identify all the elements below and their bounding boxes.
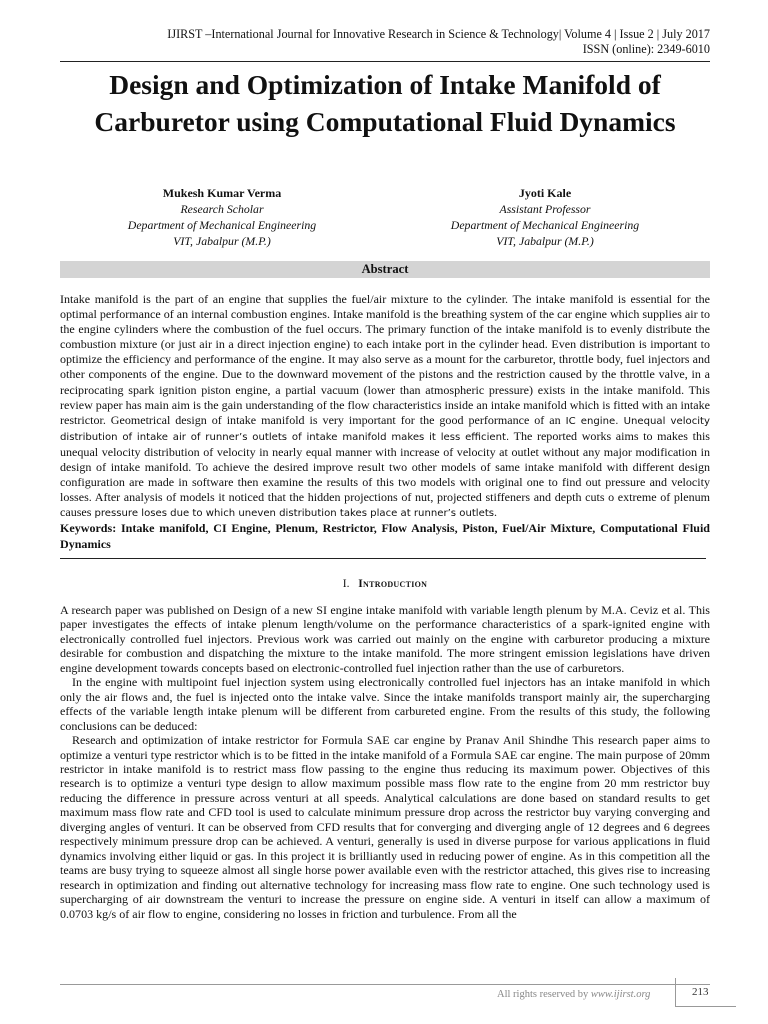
running-header [167,27,710,57]
paragraph-1: A research paper was published on Design of a new SI engine intake manifold with variable length plenum by M.A. Ceviz et al. This paper investigates the effects of intake plenum length/volume on the performance characteristics of a spark-ignited engine with electronically controlled fuel injectors. Previous work was carried out mainly on the engine with carburetor producing a mixture desirable for combustion and dispatching the mixture to the intake manifold. The more stringent emission legislations have driven engine development towards concepts based on electronic-controlled fuel injection rather than the use of carburetors. [60,603,710,675]
section-divider [60,558,706,559]
section-title: Introduction [358,577,428,590]
paper-title: Design and Optimization of Intake Manifold of Carburetor using Computational Fluid Dynamics [94,69,676,137]
author-block-2 [395,185,695,249]
author-block-1 [72,185,372,249]
section-heading [60,577,710,590]
author-dept: Department of Mechanical Engineering [450,218,640,232]
author-name: Jyoti Kale [518,186,572,200]
author-affiliation: VIT, Jabalpur (M.P.) [173,234,271,248]
abstract-text-a: Intake manifold is the part of an engine that supplies the fuel/air mixture to the cylinder. The intake manifold is essential for the optimal performance of an internal combustion engines. Intake manifold is the breathing system of the car engine which supplies air to the engine cylinders where the combustion of the fuel occurs. The primary function of the intake manifold is to evenly distribute the combustion mixture (or just air in a direct injection engine) to each intake port in the cylinder head. Even distribution is important to optimize the efficiency and performance of the engine. It may also serve as a mount for the carburetor, throttle body, fuel injectors and other components of the engine. Due to the downward movement of the pistons and the restriction caused by the throttle valve, in a reciprocating spark ignition piston engine, a partial vacuum (lower than atmospheric pressure) exists in the intake manifold. This review paper has main aim is the gain understanding of the flow characteristics inside an intake manifold which is fitted with an intake restrictor. Geometrical design of intake manifold is very important for the good performance of an [60,292,711,427]
paragraph-3: Research and optimization of intake restrictor for Formula SAE car engine by Pranav Anil Shindhe This research paper aims to optimize a venturi type restrictor which is to be fitted in the intake manifold of a Formula SAE car engine. The main purpose of 20mm restrictor in intake manifold is to restrict mass flow passing to the engine thus reducing its maximum power. Objectives of this research is to optimize a venturi type design to allow maximum possible mass flow rate to the engine from 20 mm restrictor buy reducing the difference in pressure across venturi at all speeds. Analytical calculations are done based on standard results to get maximum mass flow rate and CFD tool is used to calculate minimum pressure drop across the restrictor buy varying converging and diverging angles of venturi. It can be observed from CFD results that for converging and diverging angle of 12 degrees and 6 degrees respectively minimum pressure drop can be achieved. A venturi, generally is used in diverse purpose for various applications in fluid dynamics involving either liquid or gas. In this project it is brilliantly used in reducing power of engine. As in this competition all the teams are busy trying to squeeze almost all single horse power available even with the restrictor attached, this gives rise to increasing research in optimization and finding out alternative technology for increasing mass flow rate to engine. One such technology used is supercharging of air downstream the venturi to increase the pressure on engine side. A venturi in itself can allow a maximum of 0.0703 kg/s of air flow to engine, considering no losses in friction and turbulence. From all the [60,733,710,921]
abstract-text-c: The reported works aims to makes this unequal velocity distribution of velocity in nearly equal manner with increase of velocity at outlet without any major modification in design of intake manifold. To achieve the desired improve result two other models of same intake manifold with different design configuration are made in software then examine the results of this two models with original one to find out pressure and velocity losses. After analysis of models it noticed that the hidden projections of nut, projected stiffeners and depth cuts o extreme of plenum causes [60,428,710,520]
abstract-text [60,292,710,521]
author-role: Assistant Professor [499,202,591,216]
keywords: Keywords: Intake manifold, CI Engine, Plenum, Restrictor, Flow Analysis, Piston, Fuel/Air Mixture, Computational Fluid Dynamics [60,521,710,551]
journal-line: IJIRST –International Journal for Innovative Research in Science & Technology| Volume 4 | Issue 2 | July 2017 [167,27,710,41]
body-text [60,603,710,921]
abstract-text-d: pressure loses due to which uneven distribution takes place at runner’s outlets [94,508,495,520]
abstract-heading: Abstract [60,261,710,278]
page-number: 213 [692,986,709,998]
footer-rights [497,989,650,1000]
abstract-text-e: . [494,505,498,520]
author-affiliation: VIT, Jabalpur (M.P.) [496,234,594,248]
author-dept: Department of Mechanical Engineering [127,218,317,232]
abstract-text-b: IC engine. Unequal velocity distribution of intake air of runner’s outlets of intake manifold makes it less efficient. [60,415,710,443]
author-name: Mukesh Kumar Verma [162,186,282,200]
rights-text: All rights reserved by [497,989,591,1000]
footer-link[interactable]: www.ijirst.org [590,989,651,1000]
issn: ISSN (online): 2349-6010 [582,42,710,56]
section-number: I. [342,577,350,590]
header-rule [60,61,710,62]
paragraph-2: In the engine with multipoint fuel injection system using electronically controlled fuel injectors has an intake manifold in which only the air flows and, the fuel is injected onto the intake valve. Since the intake manifolds transport mainly air, the supercharging effects of the variable length intake plenum will be different from carbureted engine. From the results of this study, the following conclusions can be deduced: [60,675,710,733]
footer-rule [60,984,710,985]
abstract-body [60,292,710,552]
author-role: Research Scholar [180,202,264,216]
